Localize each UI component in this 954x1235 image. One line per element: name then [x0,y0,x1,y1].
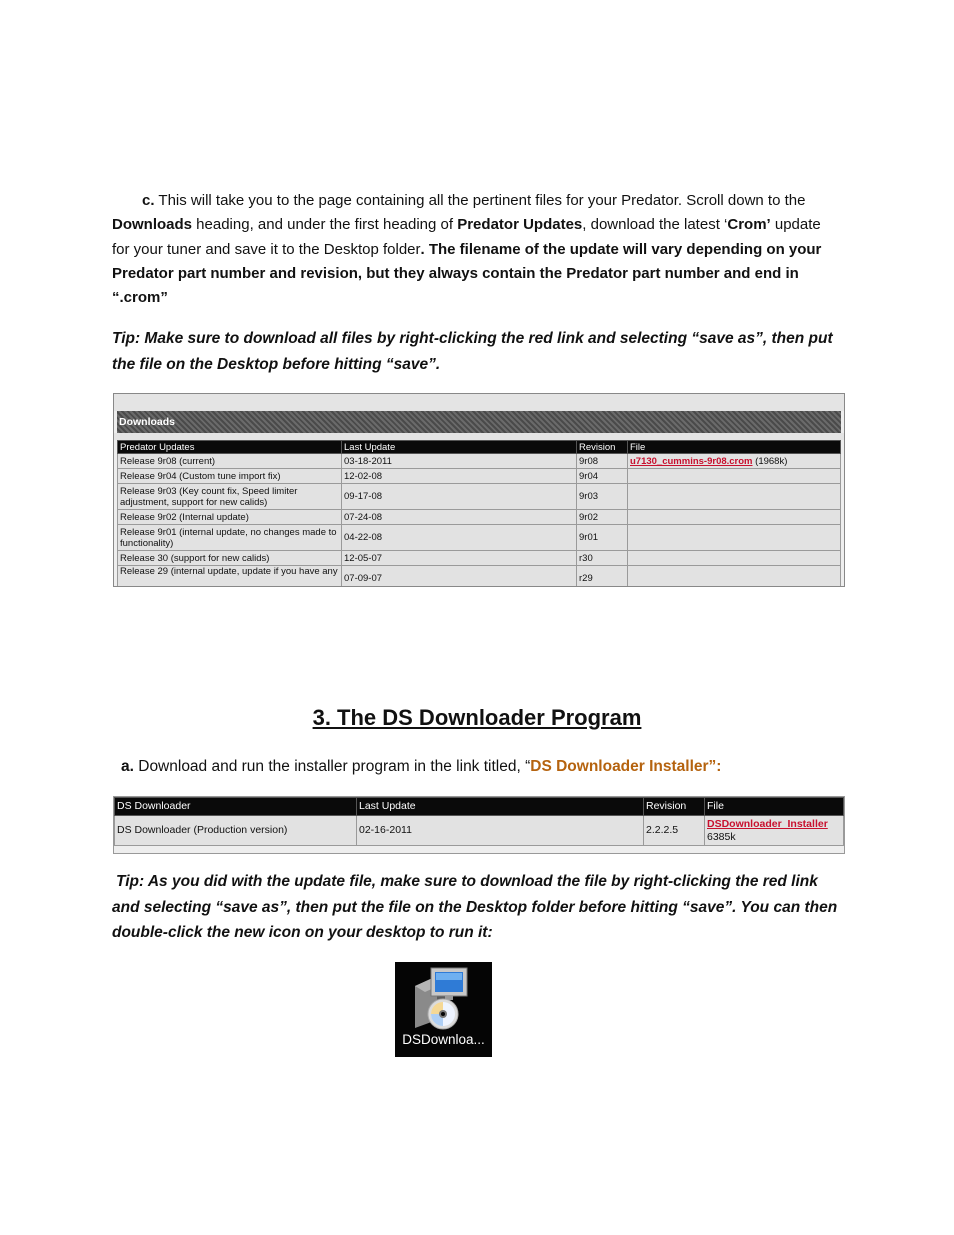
tip-installer: Tip: As you did with the update file, make sure to download the file by right-clicking the red link and selecting “save as”, then put the file on the Desktop folder before hitting “save”. You can then double-click the new icon on your desktop to run it: [112,873,838,941]
table-header-row: Predator Updates Last Update Revision File [118,441,841,454]
step-c-paragraph: c. This will take you to the page containing all the pertinent files for your Predator. Scroll down to the Downloads heading, and under the first heading of Predator Updates, download the latest ‘Crom’ update for your tuner and save it to the Desktop folder. The filename of the update will vary depending on your Predator part number and revision, but they always contain the Predator part number and end in “.crom” [112,192,822,307]
table-row: Release 9r04 (Custom tune import fix) 12-02-08 9r04 [118,469,841,484]
section-heading: 3. The DS Downloader Program [312,705,642,730]
ds-downloader-table-screenshot [113,796,845,854]
table-header-row: DS Downloader Last Update Revision File [115,798,844,816]
table-row: Release 30 (support for new calids) 12-05-07 r30 [118,551,841,566]
step-label: c. [142,192,155,209]
desktop-icon-label: DSDownloa... [402,1032,485,1047]
ds-downloader-table [114,797,844,846]
crom-file-link[interactable]: u7130_cummins-9r08.crom [630,455,753,467]
table-row: Release 9r01 (internal update, no changes made to functionality) 04-22-08 9r01 [118,525,841,551]
table-row: Release 9r03 (Key count fix, Speed limiter adjustment, support for new calids) 09-17-08 9r03 [118,484,841,510]
table-row: DS Downloader (Production version) 02-16-2011 2.2.2.5 DSDownloader_Installer 6385k [115,816,844,846]
downloads-title-bar: Downloads [117,411,841,433]
predator-updates-table [117,440,841,587]
table-row: Release 9r08 (current) 03-18-2011 9r08 u7130_cummins-9r08.crom (1968k) [118,454,841,469]
step-a-paragraph: a. Download and run the installer program in the link titled, “DS Downloader Installer”: [121,758,722,775]
installer-cd-icon [395,962,492,1032]
table-row: Release 9r02 (Internal update) 07-24-08 9r02 [118,510,841,525]
installer-file-link[interactable]: DSDownloader_Installer [707,817,828,830]
desktop-shortcut[interactable] [395,962,492,1057]
tip-download-files: Tip: Make sure to download all files by right-clicking the red link and selecting “save as”, then put the file on the Desktop before hitting “save”. [112,330,833,373]
table-row: Release 29 (internal update, update if you have any 07-09-07 r29 [118,566,841,588]
downloads-table-screenshot [113,393,845,587]
